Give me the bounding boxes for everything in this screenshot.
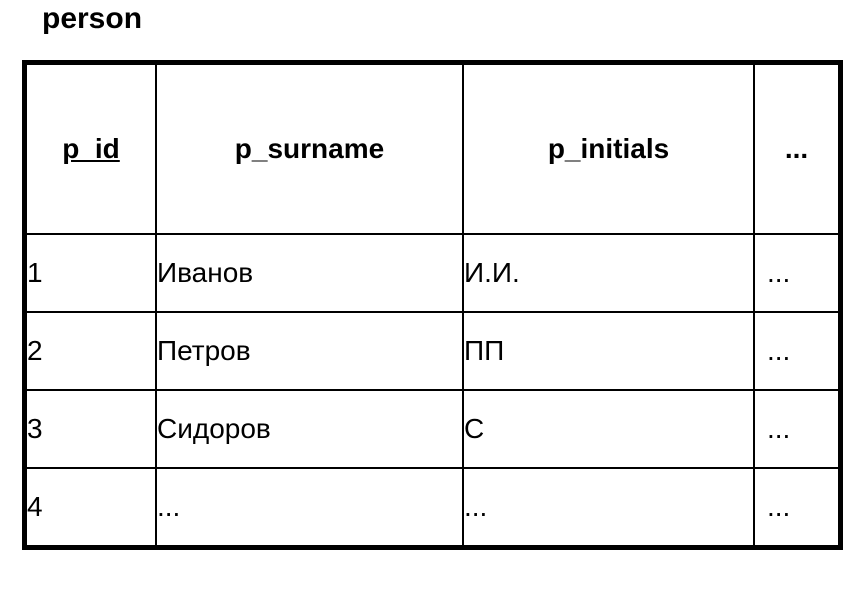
column-header-p-initials xyxy=(463,63,754,235)
cell-p-surname: ... xyxy=(156,468,463,548)
cell-more: ... xyxy=(754,234,841,312)
cell-more: ... xyxy=(754,468,841,548)
table-row xyxy=(25,234,841,312)
cell-p-id: 4 xyxy=(25,468,157,548)
column-header-more-label: ... xyxy=(784,133,809,164)
cell-more: ... xyxy=(754,390,841,468)
entity-table xyxy=(22,60,843,550)
column-header-p-surname-label: p_surname xyxy=(234,133,385,164)
column-header-p-id xyxy=(25,63,157,235)
page-title: person xyxy=(42,2,143,35)
table-row xyxy=(25,468,841,548)
cell-p-id: 2 xyxy=(25,312,157,390)
cell-p-id: 3 xyxy=(25,390,157,468)
cell-p-initials: С xyxy=(463,390,754,468)
table-header-row xyxy=(25,63,841,235)
cell-p-id: 1 xyxy=(25,234,157,312)
cell-p-surname: Сидоров xyxy=(156,390,463,468)
table-row xyxy=(25,312,841,390)
column-header-p-surname xyxy=(156,63,463,235)
cell-p-surname: Иванов xyxy=(156,234,463,312)
column-header-p-id-label: p_id xyxy=(62,133,120,164)
cell-more: ... xyxy=(754,312,841,390)
cell-p-initials: И.И. xyxy=(463,234,754,312)
cell-p-initials: ... xyxy=(463,468,754,548)
column-header-more xyxy=(754,63,841,235)
cell-p-surname: Петров xyxy=(156,312,463,390)
column-header-p-initials-label: p_initials xyxy=(547,133,670,164)
table-row xyxy=(25,390,841,468)
cell-p-initials: ПП xyxy=(463,312,754,390)
